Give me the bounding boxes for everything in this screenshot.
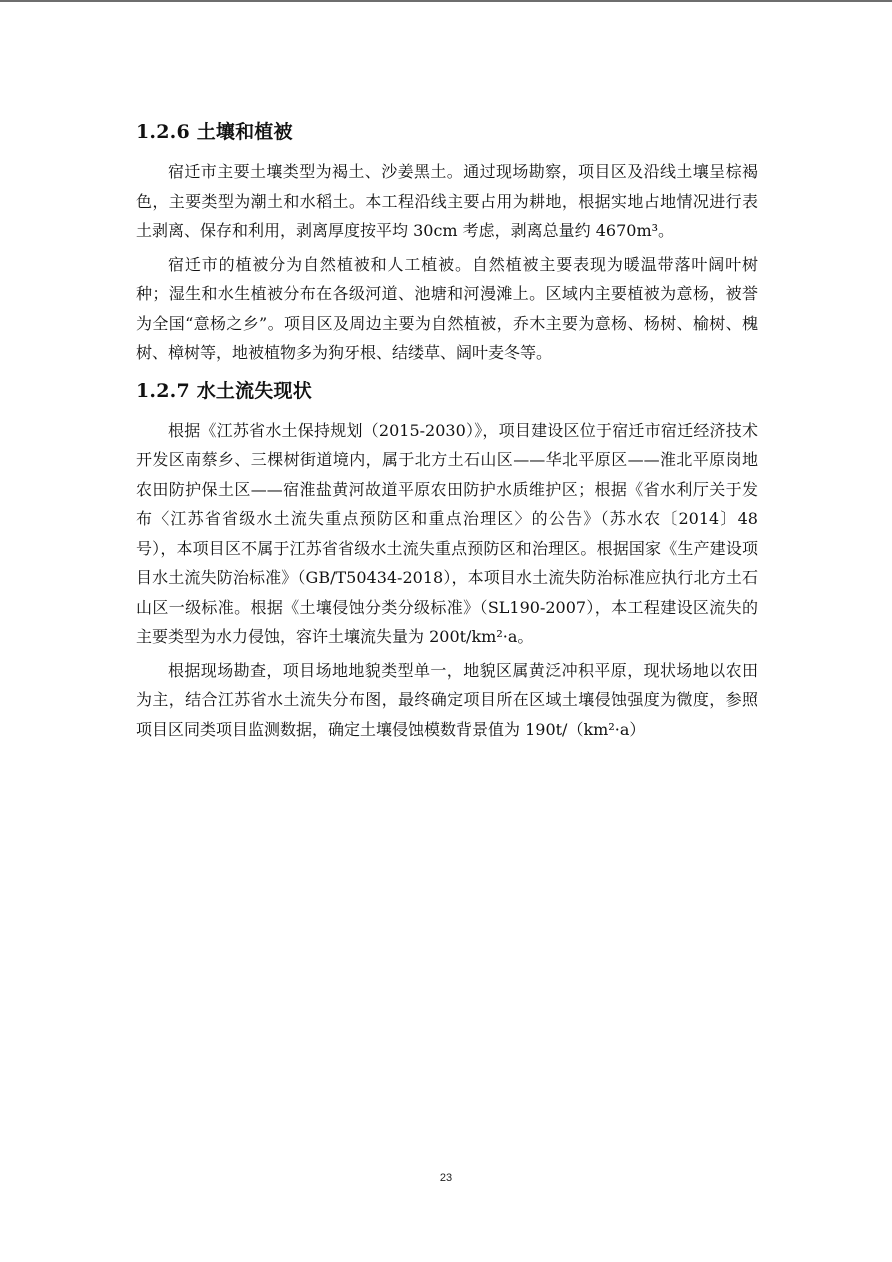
- paragraph-erosion-survey: 根据现场勘查，项目场地地貌类型单一，地貌区属黄泛冲积平原，现状场地以农田为主，结合江苏省水土流失分布图，最终确定项目所在区域土壤侵蚀强度为微度，参照项目区同类项目监测数据，确定土壤侵蚀模数背景值为 190t/（km²·a）: [136, 660, 758, 739]
- section-heading-soil-vegetation: 1.2.6 土壤和植被: [136, 121, 293, 143]
- paragraph-vegetation: 宿迁市的植被分为自然植被和人工植被。自然植被主要表现为暖温带落叶阔叶树种；湿生和水生植被分布在各级河道、池塘和河漫滩上。区域内主要植被为意杨，被誉为全国“意杨之乡”。项目区及周边主要为自然植被，乔木主要为意杨、杨树、榆树、槐树、樟树等，地被植物多为狗牙根、结缕草、阔叶麦冬等。: [136, 254, 758, 362]
- top-border-line: [0, 0, 892, 2]
- page-number: 23: [439, 1172, 453, 1184]
- paragraph-soil: 宿迁市主要土壤类型为褐土、沙姜黑土。通过现场勘察，项目区及沿线土壤呈棕褐色，主要类型为潮土和水稻土。本工程沿线主要占用为耕地，根据实地占地情况进行表土剥离、保存和利用，剥离厚度按平均 30cm 考虑，剥离总量约 4670m³。: [136, 162, 758, 240]
- section-heading-soil-erosion: 1.2.7 水土流失现状: [136, 379, 312, 402]
- paragraph-erosion-zoning: 根据《江苏省水土保持规划（2015-2030）》，项目建设区位于宿迁市宿迁经济技术开发区南蔡乡、三棵树街道境内，属于北方土石山区——华北平原区——淮北平原岗地农田防护保土区——宿淮盐黄河故道平原农田防护水质维护区；根据《省水利厅关于发布〈江苏省省级水土流失重点预防区和重点治理区〉的公告》（苏水农〔2014〕48 号），本项目区不属于江苏省省级水土流失重点预防区和治理区。根据国家《生产建设项目水土流失防治标准》（GB/T50434-2018），本项目水土流失防治标准应执行北方土石山区一级标准。根据《土壤侵蚀分类分级标准》（SL190-2007），本工程建设区流失的主要类型为水力侵蚀，容许土壤流失量为 200t/km²·a。: [136, 420, 758, 646]
- document-body: [136, 111, 758, 744]
